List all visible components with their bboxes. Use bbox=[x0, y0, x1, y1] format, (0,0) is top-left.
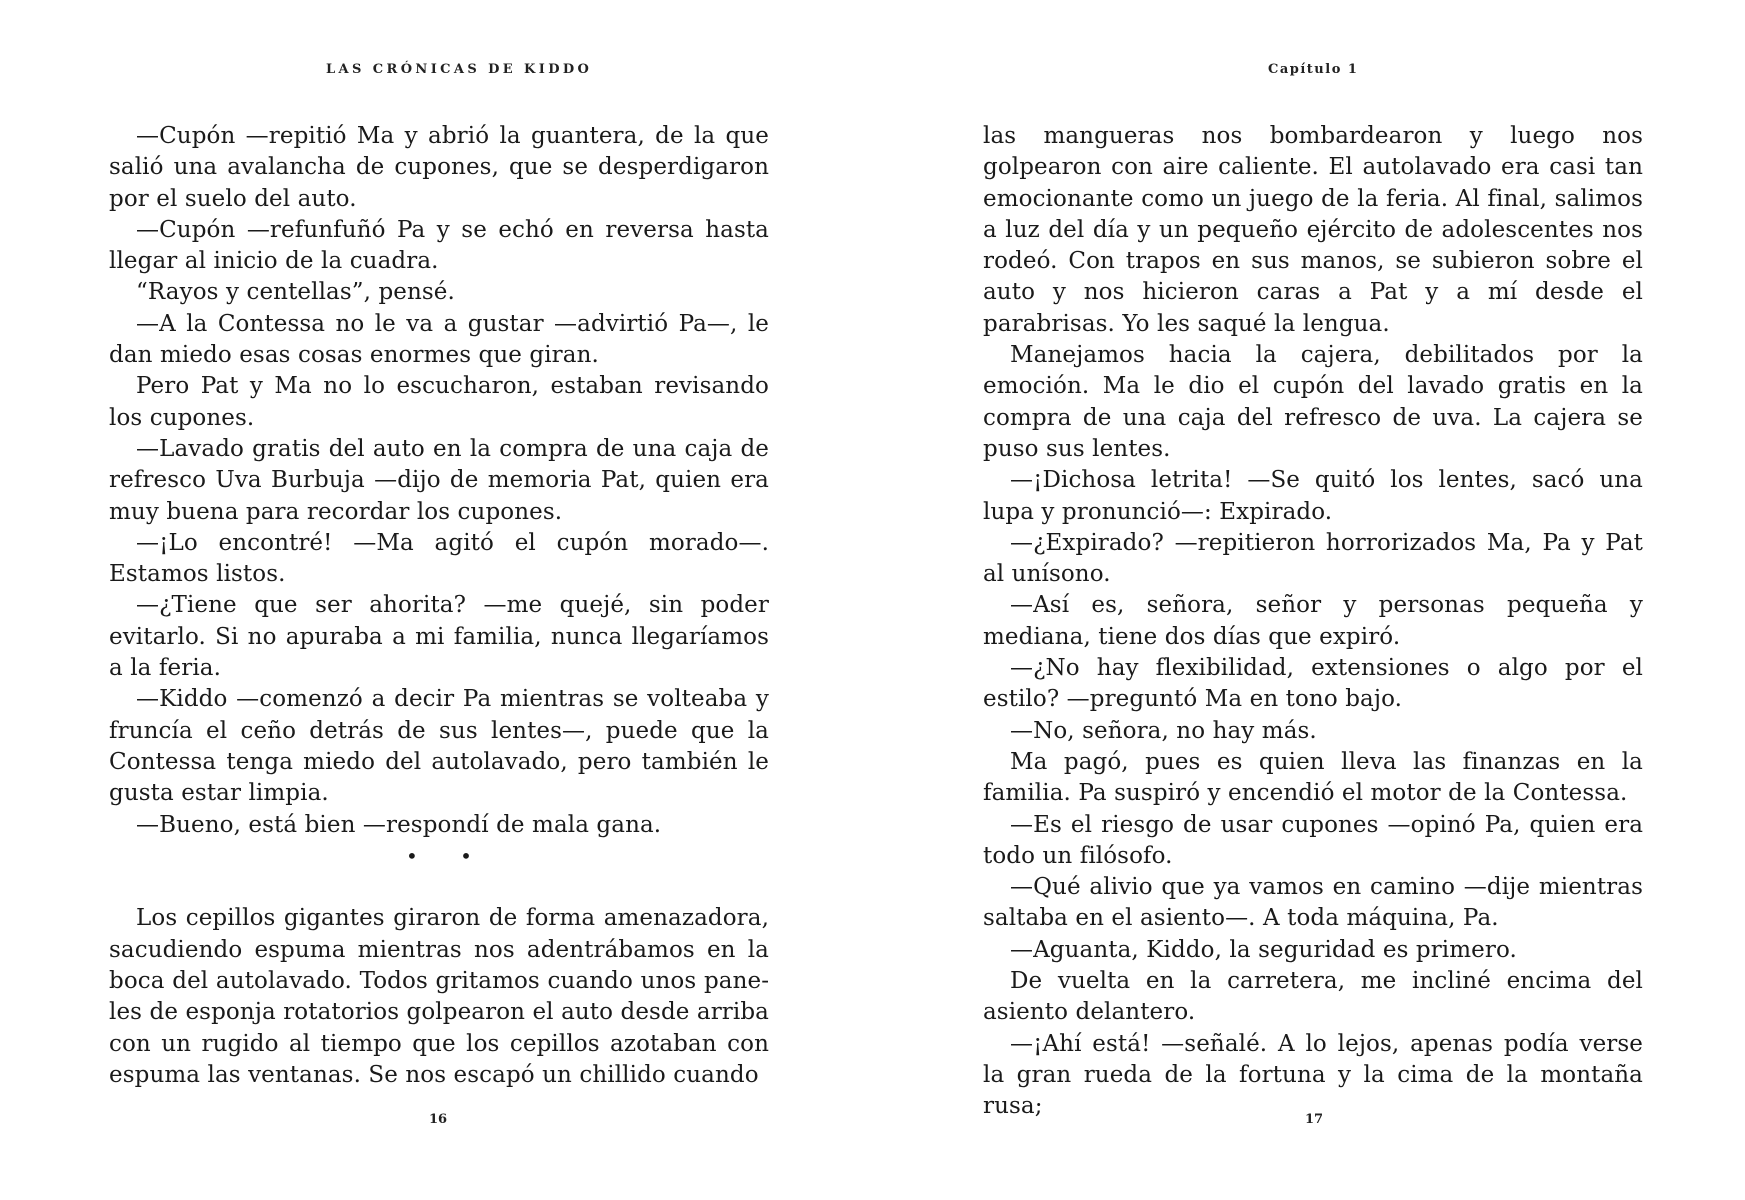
paragraph: —Cupón —repitió Ma y abrió la guantera, de la que salió una avalancha de cupones, que se desperdigaron por el suelo del auto. bbox=[109, 123, 769, 212]
right-text-block bbox=[983, 121, 1643, 1123]
paragraph: —Cupón —refunfuñó Pa y se echó en reversa hasta llegar al inicio de la cuadra. bbox=[109, 216, 769, 275]
paragraph: —Bueno, está bien —respondí de mala gana. bbox=[136, 811, 662, 838]
paragraph-continuation: las mangueras nos bombardearon y luego nos golpearon con aire caliente. El autolavado era casi tan emocionante como un juego de la feria. Al final, salimos a luz del día y un pequeño ejército de adolescentes nos rodeó. Con trapos en sus manos, se subieron sobre el auto y nos hicieron caras a Pat y a mí desde el parabrisas. Yo les saqué la lengua. bbox=[983, 123, 1643, 337]
right-page bbox=[872, 0, 1744, 1200]
paragraph: Pero Pat y Ma no lo escucharon, estaban revisando los cupones. bbox=[109, 373, 769, 431]
paragraph: —¡Lo encontré! —Ma agitó el cupón morado—. Estamos listos. bbox=[109, 529, 769, 588]
paragraph: Manejamos hacia la cajera, debilitados por la emoción. Ma le dio el cupón del lavado gratis en la compra de una caja del refresco de uva. La cajera se puso sus lentes. bbox=[983, 342, 1643, 462]
paragraph: —Lavado gratis del auto en la compra de una caja de refresco Uva Burbuja —dijo de memoria Pat, quien era muy buena para recordar los cupones. bbox=[109, 435, 769, 525]
paragraph: —¿Tiene que ser ahorita? —me quejé, sin poder evitarlo. Si no apuraba a mi familia, nunca llegaríamos a la feria. bbox=[109, 592, 769, 682]
paragraph: —¡Dichosa letrita! —Se quitó los lentes, sacó una lupa y pronunció—: Expirado. bbox=[983, 467, 1643, 525]
page-number: 17 bbox=[1305, 1112, 1324, 1127]
paragraph: —¿No hay flexibilidad, extensiones o algo por el estilo? —preguntó Ma en tono bajo. bbox=[983, 655, 1643, 713]
paragraph: —A la Contessa no le va a gustar —advirtió Pa—, le dan miedo esas cosas enormes que giran. bbox=[109, 310, 769, 369]
paragraph: De vuelta en la carretera, me incliné encima del asiento delantero. bbox=[983, 968, 1643, 1026]
paragraph: —No, señora, no hay más. bbox=[1010, 717, 1317, 744]
paragraph: —¿Expirado? —repitieron horrorizados Ma, Pa y Pat al unísono. bbox=[983, 529, 1643, 588]
paragraph: “Rayos y centellas”, pensé. bbox=[136, 279, 455, 306]
left-text-block bbox=[109, 121, 769, 1091]
paragraph: Ma pagó, pues es quien lleva las finanzas en la familia. Pa suspiró y encendió el motor de la Contessa. bbox=[983, 748, 1643, 807]
paragraph: —Así es, señora, señor y personas pequeña y mediana, tiene dos días que expiró. bbox=[983, 592, 1643, 650]
section-break-ornament: • • bbox=[406, 843, 490, 868]
paragraph: —Aguanta, Kiddo, la seguridad es primero. bbox=[1010, 936, 1517, 963]
running-head-book-title: LAS CRÓNICAS DE KIDDO bbox=[326, 62, 593, 77]
left-page bbox=[0, 0, 872, 1200]
page-number: 16 bbox=[429, 1112, 448, 1127]
paragraph: Los cepillos gigantes giraron de forma amenazadora, sacudiendo espuma mientras nos adentrábamos en la boca del autolavado. Todos gritamos cuando unos paneles de esponja rotatorios golpearon el auto desde arriba con un rugido al tiempo que los cepillos azotaban con espuma las ventanas. Se nos escapó un chillido cuando bbox=[109, 905, 769, 1088]
running-head-chapter: Capítulo 1 bbox=[1268, 62, 1359, 77]
paragraph: —Es el riesgo de usar cupones —opinó Pa, quien era todo un filósofo. bbox=[983, 811, 1643, 869]
paragraph: —¡Ahí está! —señalé. A lo lejos, apenas podía verse la gran rueda de la fortuna y la cima de la montaña rusa; bbox=[983, 1030, 1643, 1120]
paragraph: —Kiddo —comenzó a decir Pa mientras se volteaba y fruncía el ceño detrás de sus lentes—, puede que la Contessa tenga miedo del autolavado, pero también le gusta estar limpia. bbox=[109, 686, 769, 807]
paragraph: —Qué alivio que ya vamos en camino —dije mientras saltaba en el asiento—. A toda máquina, Pa. bbox=[983, 874, 1643, 932]
